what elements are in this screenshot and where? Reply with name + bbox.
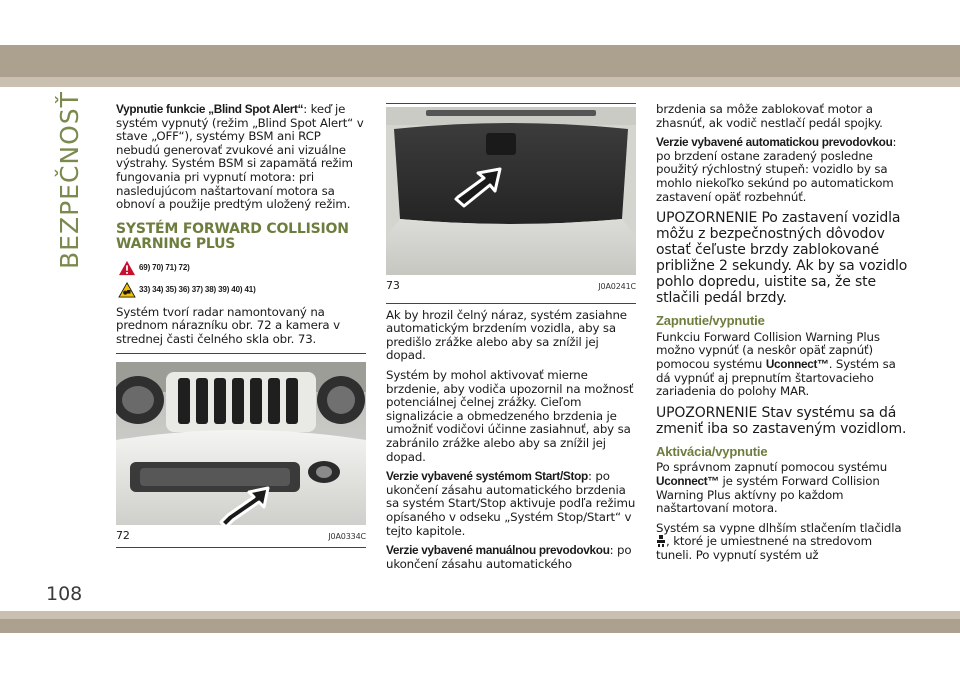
footer-stripe bbox=[0, 611, 960, 619]
figure-top-rule bbox=[116, 353, 366, 354]
paragraph-activation: Po správnom zapnutí pomocou systému Uconnect™ je systém Forward Collision Warning Plus aktívny po každom naštartovaní motora. bbox=[656, 460, 888, 516]
paragraph-automatic-gearbox: Verzie vybavené automatickou prevodovkou: po brzdení ostane zaradený posledne použitý rýchlostný stupeň: vozidlo by sa mohlo niekoľko sekúnd po automatickom zastavení opäť rozbehnúť. bbox=[656, 135, 897, 204]
note-brake-hold: UPOZORNENIE Po zastavení vozidla môžu z bezpečnostných dôvodov ostať čeľuste brzdy zablokované približne 2 sekundy. Ak by sa vozidlo pohlo dopredu, uistite sa, že ste stlačili pedál brzdy. bbox=[656, 210, 908, 307]
figure-bottom-rule bbox=[386, 303, 636, 304]
figure-top-rule bbox=[386, 103, 636, 104]
figure-73-image bbox=[386, 107, 636, 275]
warning-triangle-icon bbox=[118, 260, 136, 276]
figure-bottom-rule bbox=[116, 547, 366, 548]
note-stationary: UPOZORNENIE Stav systému sa dá zmeniť iba so zastaveným vozidlom. bbox=[656, 404, 907, 437]
warning-refs-row bbox=[118, 260, 366, 276]
figure-72 bbox=[116, 353, 366, 549]
paragraph-system-intro: Systém tvorí radar namontovaný na prednom nárazníku obr. 72 a kamera v strednej časti čelného skla obr. 73. bbox=[116, 304, 340, 346]
car-front-illustration bbox=[116, 362, 366, 525]
figure-73-caption bbox=[386, 275, 636, 294]
column-3 bbox=[656, 103, 911, 568]
section-label: BEZPEČNOSŤ bbox=[55, 91, 84, 269]
caution-refs: 33) 34) 35) 36) 37) 38) 39) 40) 41) bbox=[139, 284, 256, 294]
paragraph-start-stop: Verzie vybavené systémom Start/Stop: po ukončení zásahu automatického brzdenia sa systém Start/Stop aktivuje podľa režimu opísaného v odseku „Systém Stop/Start“ v tejto kapitole. bbox=[386, 469, 636, 538]
figure-number: 72 bbox=[116, 528, 130, 542]
paragraph-manual-gearbox: Verzie vybavené manuálnou prevodovkou: po ukončení zásahu automatického bbox=[386, 543, 632, 571]
subheading-on-off: Zapnutie/vypnutie bbox=[656, 313, 765, 329]
windshield-illustration bbox=[386, 107, 636, 275]
header-band bbox=[0, 45, 960, 77]
warning-refs: 69) 70) 71) 72) bbox=[139, 262, 190, 272]
figure-73 bbox=[386, 103, 636, 304]
paragraph-blind-spot-off: Vypnutie funkcie „Blind Spot Alert“: keď je systém vypnutý (režim „Blind Spot Alert“ v stave „OFF“), systémy BSM ani RCP nebudú generovať zvukové ani vizuálne výstrahy. Systém BSM si zapamätá režim fungovania pri vypnutí motora: pri nasledujúcom naštartovaní motora sa obnoví a použije predtým uložený režim. bbox=[116, 102, 364, 212]
caution-triangle-icon bbox=[118, 282, 136, 298]
page-number: 108 bbox=[46, 583, 83, 605]
figure-code: J0A0334C bbox=[328, 531, 366, 541]
paragraph-mild-braking: Systém by mohol aktivovať mierne brzdenie, aby vodiča upozornil na možnosť potenciálnej čelnej zrážky. Cieľom signalizácie a obmedzeného brzdenia je umožniť vodičovi účinne zasiahnuť, aby sa zabránilo zrážke alebo aby sa znížil jej dopad. bbox=[386, 367, 634, 464]
header-stripe bbox=[0, 77, 960, 87]
subheading-activation: Aktivácia/vypnutie bbox=[656, 443, 768, 459]
paragraph-disable-uconnect: Funkciu Forward Collision Warning Plus možno vypnúť (a neskôr opäť zapnúť) pomocou systému Uconnect™. Systém sa dá vypnúť aj prepnutím štartovacieho zariadenia do polohy MAR. bbox=[656, 329, 896, 399]
column-1 bbox=[116, 103, 366, 548]
fcw-button-icon bbox=[656, 535, 666, 547]
column-2 bbox=[386, 103, 636, 577]
paragraph-long-press: Systém sa vypne dlhším stlačením tlačidla, ktoré je umiestnené na stredovom tuneli. Po vypnutí systém už bbox=[656, 520, 902, 562]
figure-72-caption bbox=[116, 525, 366, 544]
figure-number: 73 bbox=[386, 279, 400, 292]
figure-code: J0A0241C bbox=[598, 282, 636, 291]
paragraph-collision-intervention: Ak by hrozil čelný náraz, systém zasiahne automatickým brzdením vozidla, aby sa predišlo zrážke alebo aby sa znížil jej dopad. bbox=[386, 307, 627, 363]
paragraph-engine-stall: brzdenia sa môže zablokovať motor a zhasnúť, ak vodič nestlačí pedál spojky. bbox=[656, 102, 883, 130]
footer-band bbox=[0, 619, 960, 633]
section-heading: SYSTÉM FORWARD COLLISION WARNING PLUS bbox=[116, 220, 349, 252]
caution-refs-row bbox=[118, 282, 366, 298]
figure-72-image bbox=[116, 362, 366, 525]
